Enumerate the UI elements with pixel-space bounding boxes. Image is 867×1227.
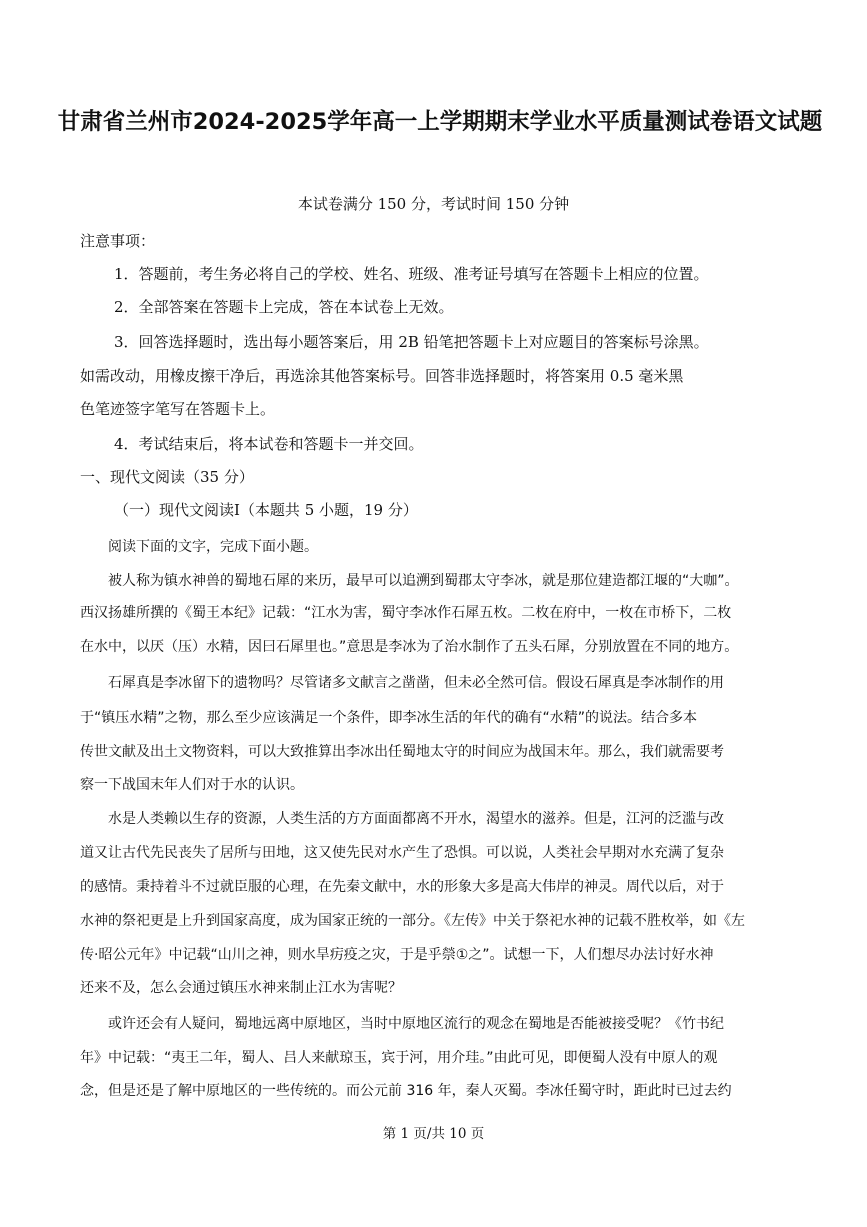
notice-item: 4．考试结束后，将本试卷和答题卡一并交回。 [114,435,424,453]
passage-line: 水是人类赖以生存的资源，人类生活的方方面面都离不开水，渴望水的滋养。但是，江河的泛滥与改 [108,811,724,827]
passage-line: 念，但是还是了解中原地区的一些传统的。而公元前 316 年，秦人灭蜀。李冰任蜀守时，距此时已过去约 [80,1083,732,1099]
passage-line: 石犀真是李冰留下的遗物吗？尽管诸多文献言之凿凿，但未必全然可信。假设石犀真是李冰制作的用 [108,675,724,691]
notice-item: 1．答题前，考生务必将自己的学校、姓名、班级、准考证号填写在答题卡上相应的位置。 [114,265,709,283]
passage-line: 水神的祭祀更是上升到国家高度，成为国家正统的一部分。《左传》中关于祭祀水神的记载不胜枚举，如《左 [80,913,745,929]
notice-item-continued: 色笔迹签字笔写在答题卡上。 [80,400,276,418]
section-heading: 一、现代文阅读（35 分） [80,468,254,486]
passage-line: 被人称为镇水神兽的蜀地石犀的来历，最早可以追溯到蜀郡太守李冰，就是那位建造都江堰的“大咖”。 [108,573,739,589]
passage-line: 传·昭公元年》中记载“山川之神，则水旱疠疫之灾，于是乎禜①之”。试想一下，人们想尽办法讨好水神 [80,947,714,963]
notice-item-continued: 如需改动，用橡皮擦干净后，再选涂其他答案标号。回答非选择题时，将答案用 0.5 毫米黑 [80,367,684,385]
passage-line: 在水中，以厌（压）水精，因曰石犀里也。”意思是李冰为了治水制作了五头石犀，分别放置在不同的地方。 [80,639,739,655]
subsection-heading: （一）现代文阅读Ⅰ（本题共 5 小题，19 分） [114,501,418,519]
passage-line: 的感情。秉持着斗不过就臣服的心理，在先秦文献中，水的形象大多是高大伟岸的神灵。周代以后，对于 [80,879,724,895]
notice-item: 3．回答选择题时，选出每小题答案后，用 2B 铅笔把答题卡上对应题目的答案标号涂黑。 [114,333,709,351]
notice-item: 2．全部答案在答题卡上完成，答在本试卷上无效。 [114,298,454,316]
passage-line: 察一下战国末年人们对于水的认识。 [80,777,304,793]
notice-heading: 注意事项： [80,232,156,250]
passage-line: 道又让古代先民丧失了居所与田地，这又使先民对水产生了恐惧。可以说，人类社会早期对水充满了复杂 [80,845,724,861]
exam-info: 本试卷满分 150 分，考试时间 150 分钟 [297,195,570,213]
page-number: 第 1 页/共 10 页 [382,1126,485,1142]
reading-instruction: 阅读下面的文字，完成下面小题。 [108,539,318,555]
passage-line: 传世文献及出土文物资料，可以大致推算出李冰出任蜀地太守的时间应为战国末年。那么，我们就需要考 [80,744,724,760]
passage-line: 西汉扬雄所撰的《蜀王本纪》记载：“江水为害，蜀守李冰作石犀五枚。二枚在府中，一枚在市桥下，二枚 [80,605,732,621]
passage-line: 年》中记载：“夷王二年，蜀人、吕人来献琼玉，宾于河，用介珪。”由此可见，即便蜀人没有中原人的观 [80,1050,718,1066]
passage-line: 或许还会有人疑问，蜀地远离中原地区，当时中原地区流行的观念在蜀地是否能被接受呢？《竹书纪 [108,1016,724,1032]
passage-line: 还来不及，怎么会通过镇压水神来制止江水为害呢？ [80,980,402,996]
document-title: 甘肃省兰州市2024-2025学年高一上学期期末学业水平质量测试卷语文试题 [57,109,823,135]
passage-line: 于“镇压水精”之物，那么至少应该满足一个条件，即李冰生活的年代的确有“水精”的说法。结合多本 [80,710,698,726]
